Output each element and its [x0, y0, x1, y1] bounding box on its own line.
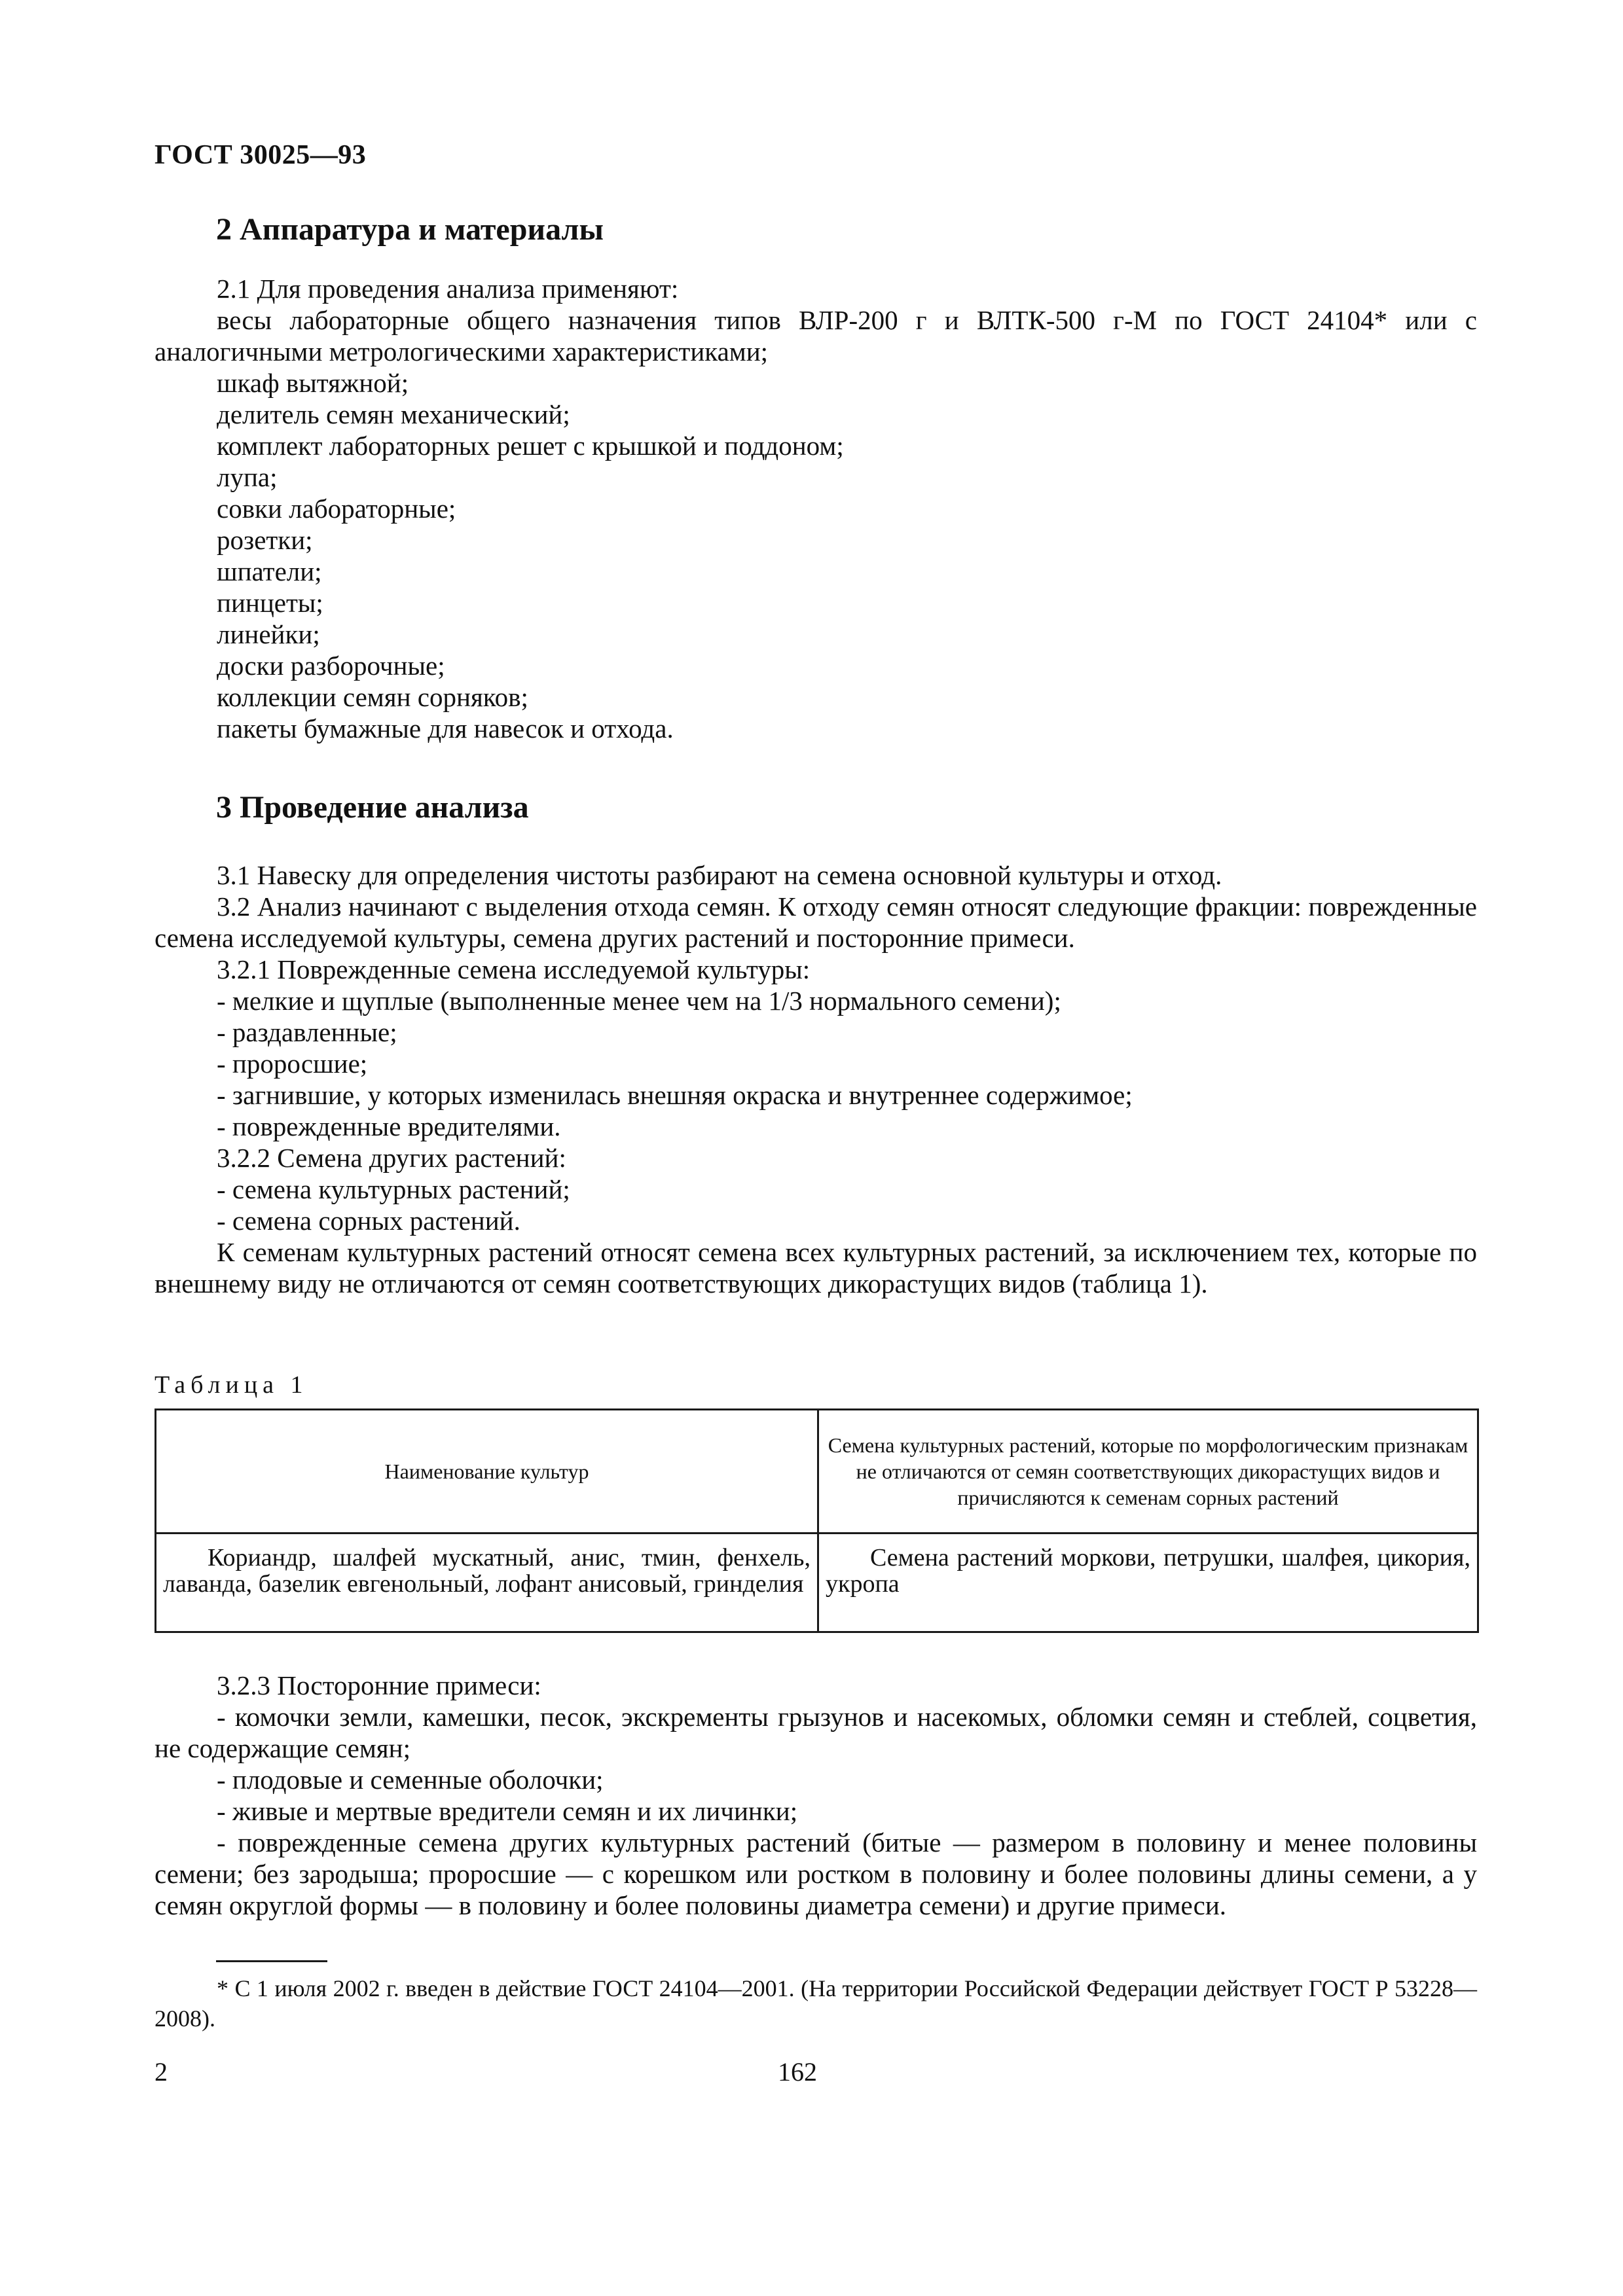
list-item: лупа;	[217, 462, 278, 492]
document-id: ГОСТ 30025—93	[155, 140, 367, 170]
footnote-divider	[216, 1960, 327, 1962]
section-3-body	[155, 859, 1477, 1299]
page-number-left: 2	[155, 2057, 168, 2087]
list-item: - мелкие и щуплые (выполненные менее чем на 1/3 нормального семени);	[217, 986, 1061, 1016]
list-item: делитель семян механический;	[217, 399, 570, 429]
table-header-row	[156, 1410, 1478, 1534]
table-cell	[156, 1534, 818, 1632]
list-item: - поврежденные семена других культурных растений (битые — размером в половину и менее половины семени; без зародыша; проросшие — с корешком или ростком в половину и более половины длины семени, а у семян округлой формы — в половину и более половины диаметра семени) и другие примеси.	[155, 1827, 1477, 1920]
list-item: - поврежденные вредителями.	[217, 1111, 561, 1141]
paragraph-3-2-1: 3.2.1 Поврежденные семена исследуемой культуры:	[217, 954, 811, 984]
table-cell-text: Семена растений моркови, петрушки, шалфея, цикория, укропа	[826, 1544, 1470, 1598]
list-item: - загнившие, у которых изменилась внешняя окраска и внутреннее содержимое;	[217, 1080, 1133, 1110]
section-3-2-3-body	[155, 1670, 1477, 1921]
section-3-title: 3 Проведение анализа	[216, 790, 529, 825]
list-item: розетки;	[217, 525, 313, 555]
paragraph-3-2-2: 3.2.2 Семена других растений:	[217, 1143, 566, 1173]
list-item: коллекции семян сорняков;	[217, 682, 528, 712]
list-item: пакеты бумажные для навесок и отхода.	[217, 713, 674, 744]
list-item: шпатели;	[217, 556, 322, 586]
section-2-body	[155, 273, 1477, 744]
paragraph-2-1: 2.1 Для проведения анализа применяют:	[217, 274, 679, 304]
list-item: - семена сорных растений.	[217, 1206, 520, 1236]
table-caption: Таблица 1	[155, 1371, 308, 1399]
list-item: пинцеты;	[217, 588, 323, 618]
list-item: линейки;	[217, 619, 320, 649]
page-number-center: 162	[778, 2057, 817, 2087]
list-item: комплект лабораторных решет с крышкой и поддоном;	[217, 431, 844, 461]
list-item: - раздавленные;	[217, 1017, 397, 1047]
table-row	[156, 1534, 1478, 1632]
table-header-cell: Семена культурных растений, которые по морфологическим признакам не отличаются от семян соответствующих дикорастущих видов и причисляются к семенам сорных растений	[818, 1410, 1478, 1534]
section-2-title: 2 Аппаратура и материалы	[216, 212, 604, 247]
list-item: - комочки земли, камешки, песок, экскременты грызунов и насекомых, обломки семян и стеблей, соцветия, не содержащие семян;	[155, 1702, 1477, 1763]
list-item: доски разборочные;	[217, 651, 445, 681]
list-item: совки лабораторные;	[217, 493, 456, 524]
list-item: - проросшие;	[217, 1049, 368, 1079]
table-cell	[818, 1534, 1478, 1632]
list-item: - живые и мертвые вредители семян и их личинки;	[217, 1796, 798, 1826]
list-item: - плодовые и семенные оболочки;	[217, 1765, 604, 1795]
paragraph-3-2: 3.2 Анализ начинают с выделения отхода семян. К отходу семян относят следующие фракции: поврежденные семена исследуемой культуры, семена других растений и посторонние примеси.	[155, 891, 1477, 953]
paragraph-cultural-seeds: К семенам культурных растений относят семена всех культурных растений, за исключением тех, которые по внешнему виду не отличаются от семян соответствующих дикорастущих видов (таблица 1).	[155, 1237, 1477, 1299]
footnote: * С 1 июля 2002 г. введен в действие ГОСТ 24104—2001. (На территории Российской Федерации действует ГОСТ Р 53228—2008).	[155, 1975, 1477, 2032]
table-1	[155, 1408, 1479, 1633]
list-item: - семена культурных растений;	[217, 1174, 570, 1204]
list-item: шкаф вытяжной;	[217, 368, 409, 398]
paragraph-3-2-3: 3.2.3 Посторонние примеси:	[217, 1670, 541, 1700]
paragraph-2-1-scales: весы лабораторные общего назначения типов ВЛР-200 г и ВЛТК-500 г-М по ГОСТ 24104* или с аналогичными метрологическими характеристиками;	[155, 305, 1477, 367]
table-cell-text: Кориандр, шалфей мускатный, анис, тмин, фенхель, лаванда, базелик евгенольный, лофант анисовый, гринделия	[163, 1544, 811, 1598]
table-header-cell: Наименование культур	[156, 1410, 818, 1534]
paragraph-3-1: 3.1 Навеску для определения чистоты разбирают на семена основной культуры и отход.	[217, 860, 1222, 890]
